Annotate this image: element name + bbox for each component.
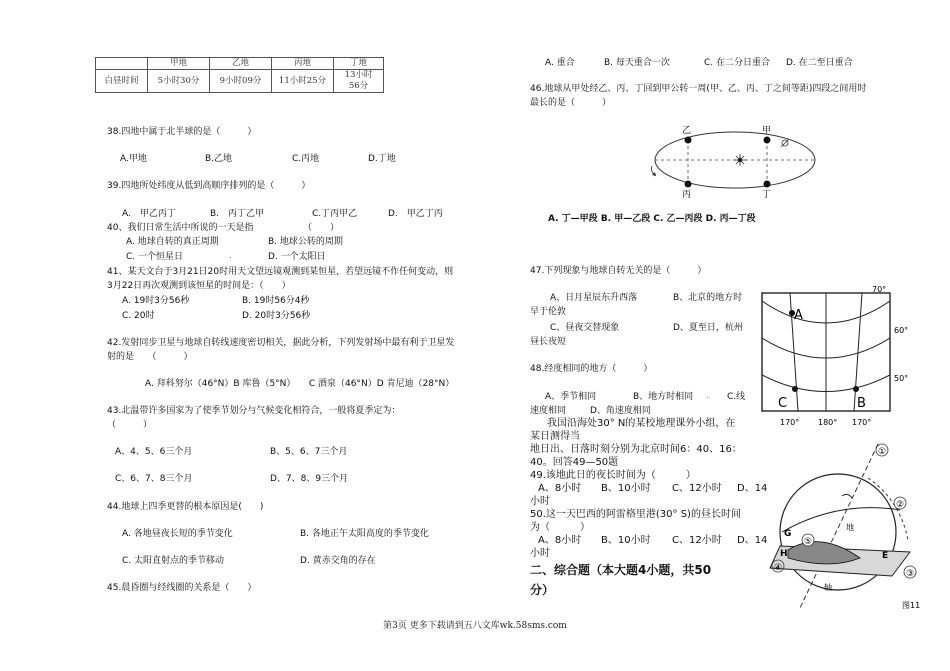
q39-opt-d: D. 甲乙丁丙 (388, 209, 443, 219)
q50-text-line2: 为（ ） (530, 522, 590, 533)
q47-text: 47.下列现象与地球自转无关的是（ ） (530, 266, 707, 276)
intro-line2: 某日测得当 (530, 431, 580, 442)
q50-opt-d: D、14 (737, 535, 768, 546)
q38-opt-a: A.甲地 (120, 154, 147, 164)
table-row (96, 70, 384, 93)
orbit-point-bing (685, 181, 692, 188)
q44-opt-d: D. 黄赤交角的存在 (300, 556, 376, 566)
q45-opt-b: B. 每天重合一次 (604, 58, 670, 68)
intro-line3: 地日出、日落时刻分别为北京时间6：40、16： (530, 444, 742, 455)
figure-caption: 图11 (902, 601, 921, 610)
q38-text: 38.四地中属于北半球的是（ ） (107, 127, 257, 137)
q38-opt-b: B.乙地 (205, 154, 233, 164)
q46-text-line2: 最长的是（ ） (530, 98, 612, 108)
orbit-label-bing: 丙 (682, 190, 692, 200)
q43-text-line2: （ ） (107, 420, 153, 430)
q47-opt-b: B、北京的地方时 (673, 293, 743, 303)
q39-opt-a: A. 甲乙丙丁 (122, 209, 176, 219)
stray-mark: . (229, 251, 232, 261)
table-row-label: 白昼时间 (96, 70, 148, 93)
label-h: H (780, 549, 788, 559)
label-4: ④ (774, 563, 783, 573)
q46-options: A. 丁—甲段 B. 甲—乙段 C. 乙—丙段 D. 丙—丁段 (548, 214, 756, 224)
orbit-point-jia (764, 137, 771, 144)
label-5: ⑤ (804, 537, 813, 547)
orbit-point-yi (685, 137, 692, 144)
orbit-label-yi: 乙 (682, 126, 692, 136)
daylength-table (95, 57, 384, 93)
q49-opt-d: D、14 (737, 483, 768, 494)
q39-opt-c: C.丁丙甲乙 (312, 209, 358, 219)
q50-text-line1: 50.这一天巴西的阿雷格里港(30° S)的昼长时间 (530, 509, 741, 520)
q38-opt-d: D.丁地 (368, 154, 396, 164)
table-cell: 5小时30分 (148, 70, 210, 93)
shaded-night-region (788, 542, 860, 564)
q42-text-line1: 42.发射同步卫星与地球自转线速度密切相关，据此分析，下列发射场中最有利于卫星发 (107, 338, 455, 348)
q45-opt-d: D. 在二至日重合 (786, 58, 853, 68)
q50-opt-d-cont: 小时 (530, 548, 550, 559)
intro-line1: 我国沿海处30° N的某校地理课外小组，在 (547, 418, 736, 429)
q40-text: 40、我们日常生活中所说的一天是指 （ ） (107, 223, 339, 233)
orbit-diagram (640, 122, 820, 200)
q43-opt-b: B、5、6、7三个月 (270, 447, 348, 457)
label-zhou: 轴 (824, 583, 832, 592)
q43-opt-d: D、7、8、9三个月 (270, 474, 349, 484)
lat-label-60: 60° (894, 326, 909, 335)
q48-opt-a: A、季节相同 (545, 392, 597, 402)
q41-opt-a: A. 19时3分56秒 (122, 296, 190, 306)
table-cell-last (334, 70, 384, 93)
q46-text-line1: 46.地球从甲处经乙、丙、丁回到甲公转一周(甲、乙、丙、丁之间等距)四段之间用时 (530, 84, 867, 94)
q49-opt-b: B、10小时 (601, 483, 651, 494)
page-footer: 第3页 更多下载请到五八文库wk.58sms.com (383, 621, 567, 631)
table-header-row (96, 58, 384, 70)
q39-opt-b: B. 丙丁乙甲 (210, 209, 265, 219)
lon-label-170w: 170° (780, 418, 800, 427)
q45-opt-c: C. 在二分日重合 (704, 58, 771, 68)
q45-text: 45.晨昏圈与经线圈的关系是（ ） (107, 583, 257, 593)
point-b-label: B (857, 396, 866, 411)
q44-text: 44.地球上四季更替的根本原因是( ) (107, 502, 264, 512)
orbit-label-ding: 丁 (762, 190, 772, 200)
q44-opt-b: B. 各地正午太阳高度的季节变化 (300, 529, 429, 539)
lon-label-170e: 170° (852, 418, 872, 427)
table-header-cell: 丙地 (272, 58, 334, 70)
q48-opt-b: B、地方时相同 (633, 392, 694, 402)
q48-opt-c: C.线 (727, 392, 746, 402)
figure-11-diagram (760, 440, 930, 612)
q40-opt-b: B. 地球公转的周期 (268, 237, 343, 247)
q49-opt-c: C、12小时 (672, 483, 722, 494)
q49-text: 49.该地此日的夜长时间为（ ） (530, 470, 696, 481)
stray-mark: . (706, 391, 709, 401)
section-title-line1: 二、综合题（本大题4小题，共50 (530, 563, 712, 577)
q42-text-line2: 射的是 （ ） (107, 352, 193, 362)
q43-opt-a: A、4、5、6三个月 (115, 447, 193, 457)
q50-opt-a: A、8小时 (538, 535, 582, 546)
point-c-marker (792, 386, 798, 392)
q49-opt-d-cont: 小时 (530, 496, 550, 507)
label-di: 地 (846, 523, 854, 532)
lon-label-180: 180° (818, 418, 838, 427)
label-e: E (882, 551, 889, 561)
q38-opt-c: C.丙地 (292, 154, 320, 164)
lat-lon-grid-map (760, 283, 920, 433)
q47-opt-c: C、昼夜交替现象 (550, 323, 620, 333)
q43-text-line1: 43.北温带许多国家为了使季节划分与气候变化相符合，一般将夏季定为： (107, 406, 401, 416)
q47-opt-a: A、日月星辰东升西落 (550, 293, 638, 303)
table-header-cell: 甲地 (148, 58, 210, 70)
q41-text-line2: 3月22日再次观测到该恒星的时间是：（ ） (107, 281, 291, 291)
q43-opt-c: C、6、7、8三个月 (115, 474, 193, 484)
label-g: G (784, 529, 792, 539)
q39-text: 39.四地所处纬度从低到高顺序排列的是（ ） (107, 181, 311, 191)
terminator-arc (782, 508, 900, 532)
q47-opt-b-cont: 早于伦敦 (530, 307, 567, 317)
q40-opt-a: A. 地球自转的真正周期 (126, 237, 219, 247)
orbit-label-jia: 甲 (762, 126, 772, 136)
q41-opt-b: B. 19时56分4秒 (242, 296, 310, 306)
table-header-cell: 丁地 (334, 58, 384, 70)
q50-opt-b: B、10小时 (601, 535, 651, 546)
label-1: ① (878, 447, 887, 457)
q47-opt-d: D、夏至日，杭州 (673, 323, 743, 333)
point-b-marker (853, 386, 859, 392)
q40-opt-d: D. 一个太阳日 (268, 252, 326, 262)
table-header-cell: 乙地 (210, 58, 272, 70)
table-header-cell (96, 58, 148, 70)
table-cell-line1: 13小时 (344, 70, 373, 80)
lat-label-70: 70° (872, 285, 887, 294)
q50-opt-c: C、12小时 (672, 535, 722, 546)
q41-opt-d: D. 20时3分56秒 (242, 311, 311, 321)
lat-label-50: 50° (894, 374, 909, 383)
section-title-line2: 分） (530, 583, 555, 597)
q49-opt-a: A、8小时 (538, 483, 582, 494)
point-a-label: A (794, 308, 803, 323)
q48-opt-d: D、角速度相同 (590, 406, 651, 416)
q44-opt-a: A. 各地昼夜长短的季节变化 (122, 529, 233, 539)
q48-text: 48.经度相同的地方（ ） (530, 364, 653, 374)
q48-opt-c-cont: 速度相同 (530, 406, 567, 416)
table-cell: 9小时09分 (210, 70, 272, 93)
point-c-label: C (778, 396, 788, 411)
q45-opt-a: A. 重合 (545, 58, 575, 68)
rotation-arrow-icon (842, 494, 852, 498)
intro-line4: 40。回答49—50题 (530, 457, 619, 468)
q41-opt-c: C. 20时 (122, 311, 155, 321)
q44-opt-c: C. 太阳直射点的季节移动 (122, 556, 225, 566)
q47-opt-d-cont: 昼长夜短 (530, 337, 567, 347)
table-cell: 11小时25分 (272, 70, 334, 93)
label-3: ③ (906, 569, 915, 579)
q40-opt-c: C. 一个恒星日 (126, 252, 184, 262)
label-2: ② (896, 500, 905, 510)
q42-options: A. 拜科努尔（46°N）B 库鲁（5°N） C 酒泉（46°N）D 肯尼迪（28°N） (145, 379, 455, 389)
orbit-point-ding (764, 181, 771, 188)
table-cell-line2: 56分 (348, 81, 369, 91)
sun-icon (734, 154, 746, 166)
q41-text-line1: 41、某天文台于3月21日20时用天文望远镜观测到某恒星，若望远镜不作任何变动，则 (107, 267, 454, 277)
